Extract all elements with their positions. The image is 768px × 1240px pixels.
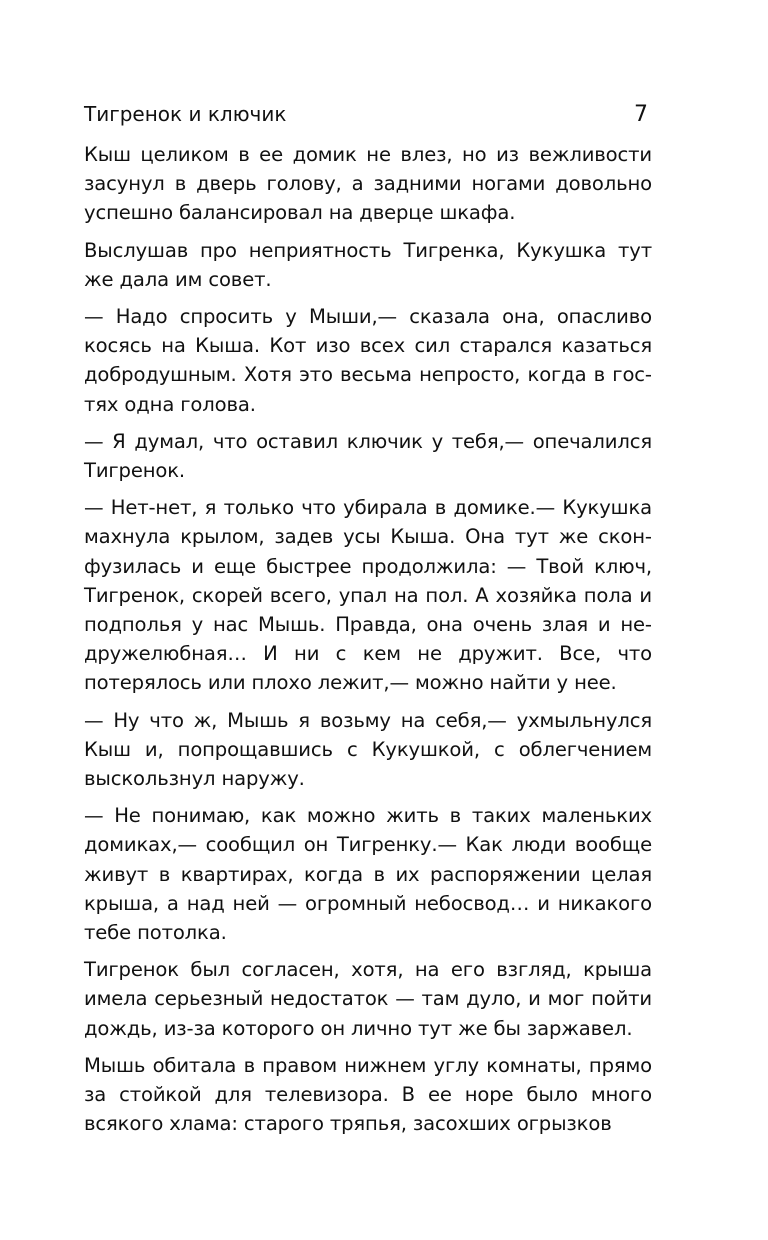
book-page [84, 98, 652, 1147]
paragraph: — Не понимаю, как можно жить в таких маленьких домиках,— сообщил он Тигренку.— Как люди вообще живут в квартирах, когда в их распоряжении целая крыша, а над ней — огромный небосвод… и никакого тебе потолка. [84, 804, 652, 945]
body-text [84, 140, 652, 1139]
paragraph: Мышь обитала в правом нижнем углу комнаты, прямо за стойкой для телевизора. В ее норе было много всякого хлама: старого тряпья, засохших огрызков [84, 1053, 652, 1136]
paragraph: — Я думал, что оставил ключик у тебя,— опечалился Тигренок. [84, 429, 652, 483]
running-title: Тигренок и ключик [84, 102, 287, 126]
paragraph: Выслушав про неприятность Тигренка, Кукушка тут же дала им совет. [84, 238, 652, 291]
paragraph: — Нет-нет, я только что убирала в домике.— Кукушка махнула крылом, задев усы Кыша. Она тут же сконфузилась и еще быстрее продолжила: — Твой ключ, Тигренок, скорей всего, упал на пол. А хозяйка пола и подполья у нас Мышь. Правда, она очень злая и недружелюбная… И ни с кем не дружит. Все, что потерялось или плохо лежит,— можно найти у нее. [84, 496, 652, 695]
paragraph: — Ну что ж, Мышь я возьму на себя,— ухмыльнулся Кыш и, попрощавшись с Кукушкой, с облегчением выскользнул наружу. [84, 708, 652, 791]
paragraph: Тигренок был согласен, хотя, на его взгляд, крыша имела серьезный недостаток — там дуло, и мог пойти дождь, из-за которого он лично тут же бы заржавел. [84, 958, 652, 1040]
running-head [84, 98, 652, 134]
page-number: 7 [634, 102, 648, 127]
paragraph: — Надо спросить у Мыши,— сказала она, опасливо косясь на Кыша. Кот изо всех сил старался казаться добродушным. Хотя это весьма непросто, когда в гостях одна голова. [84, 305, 652, 416]
paragraph: Кыш целиком в ее домик не влез, но из вежливости засунул в дверь голову, а задними ногами довольно успешно балансировал на дверце шкафа. [84, 143, 652, 225]
